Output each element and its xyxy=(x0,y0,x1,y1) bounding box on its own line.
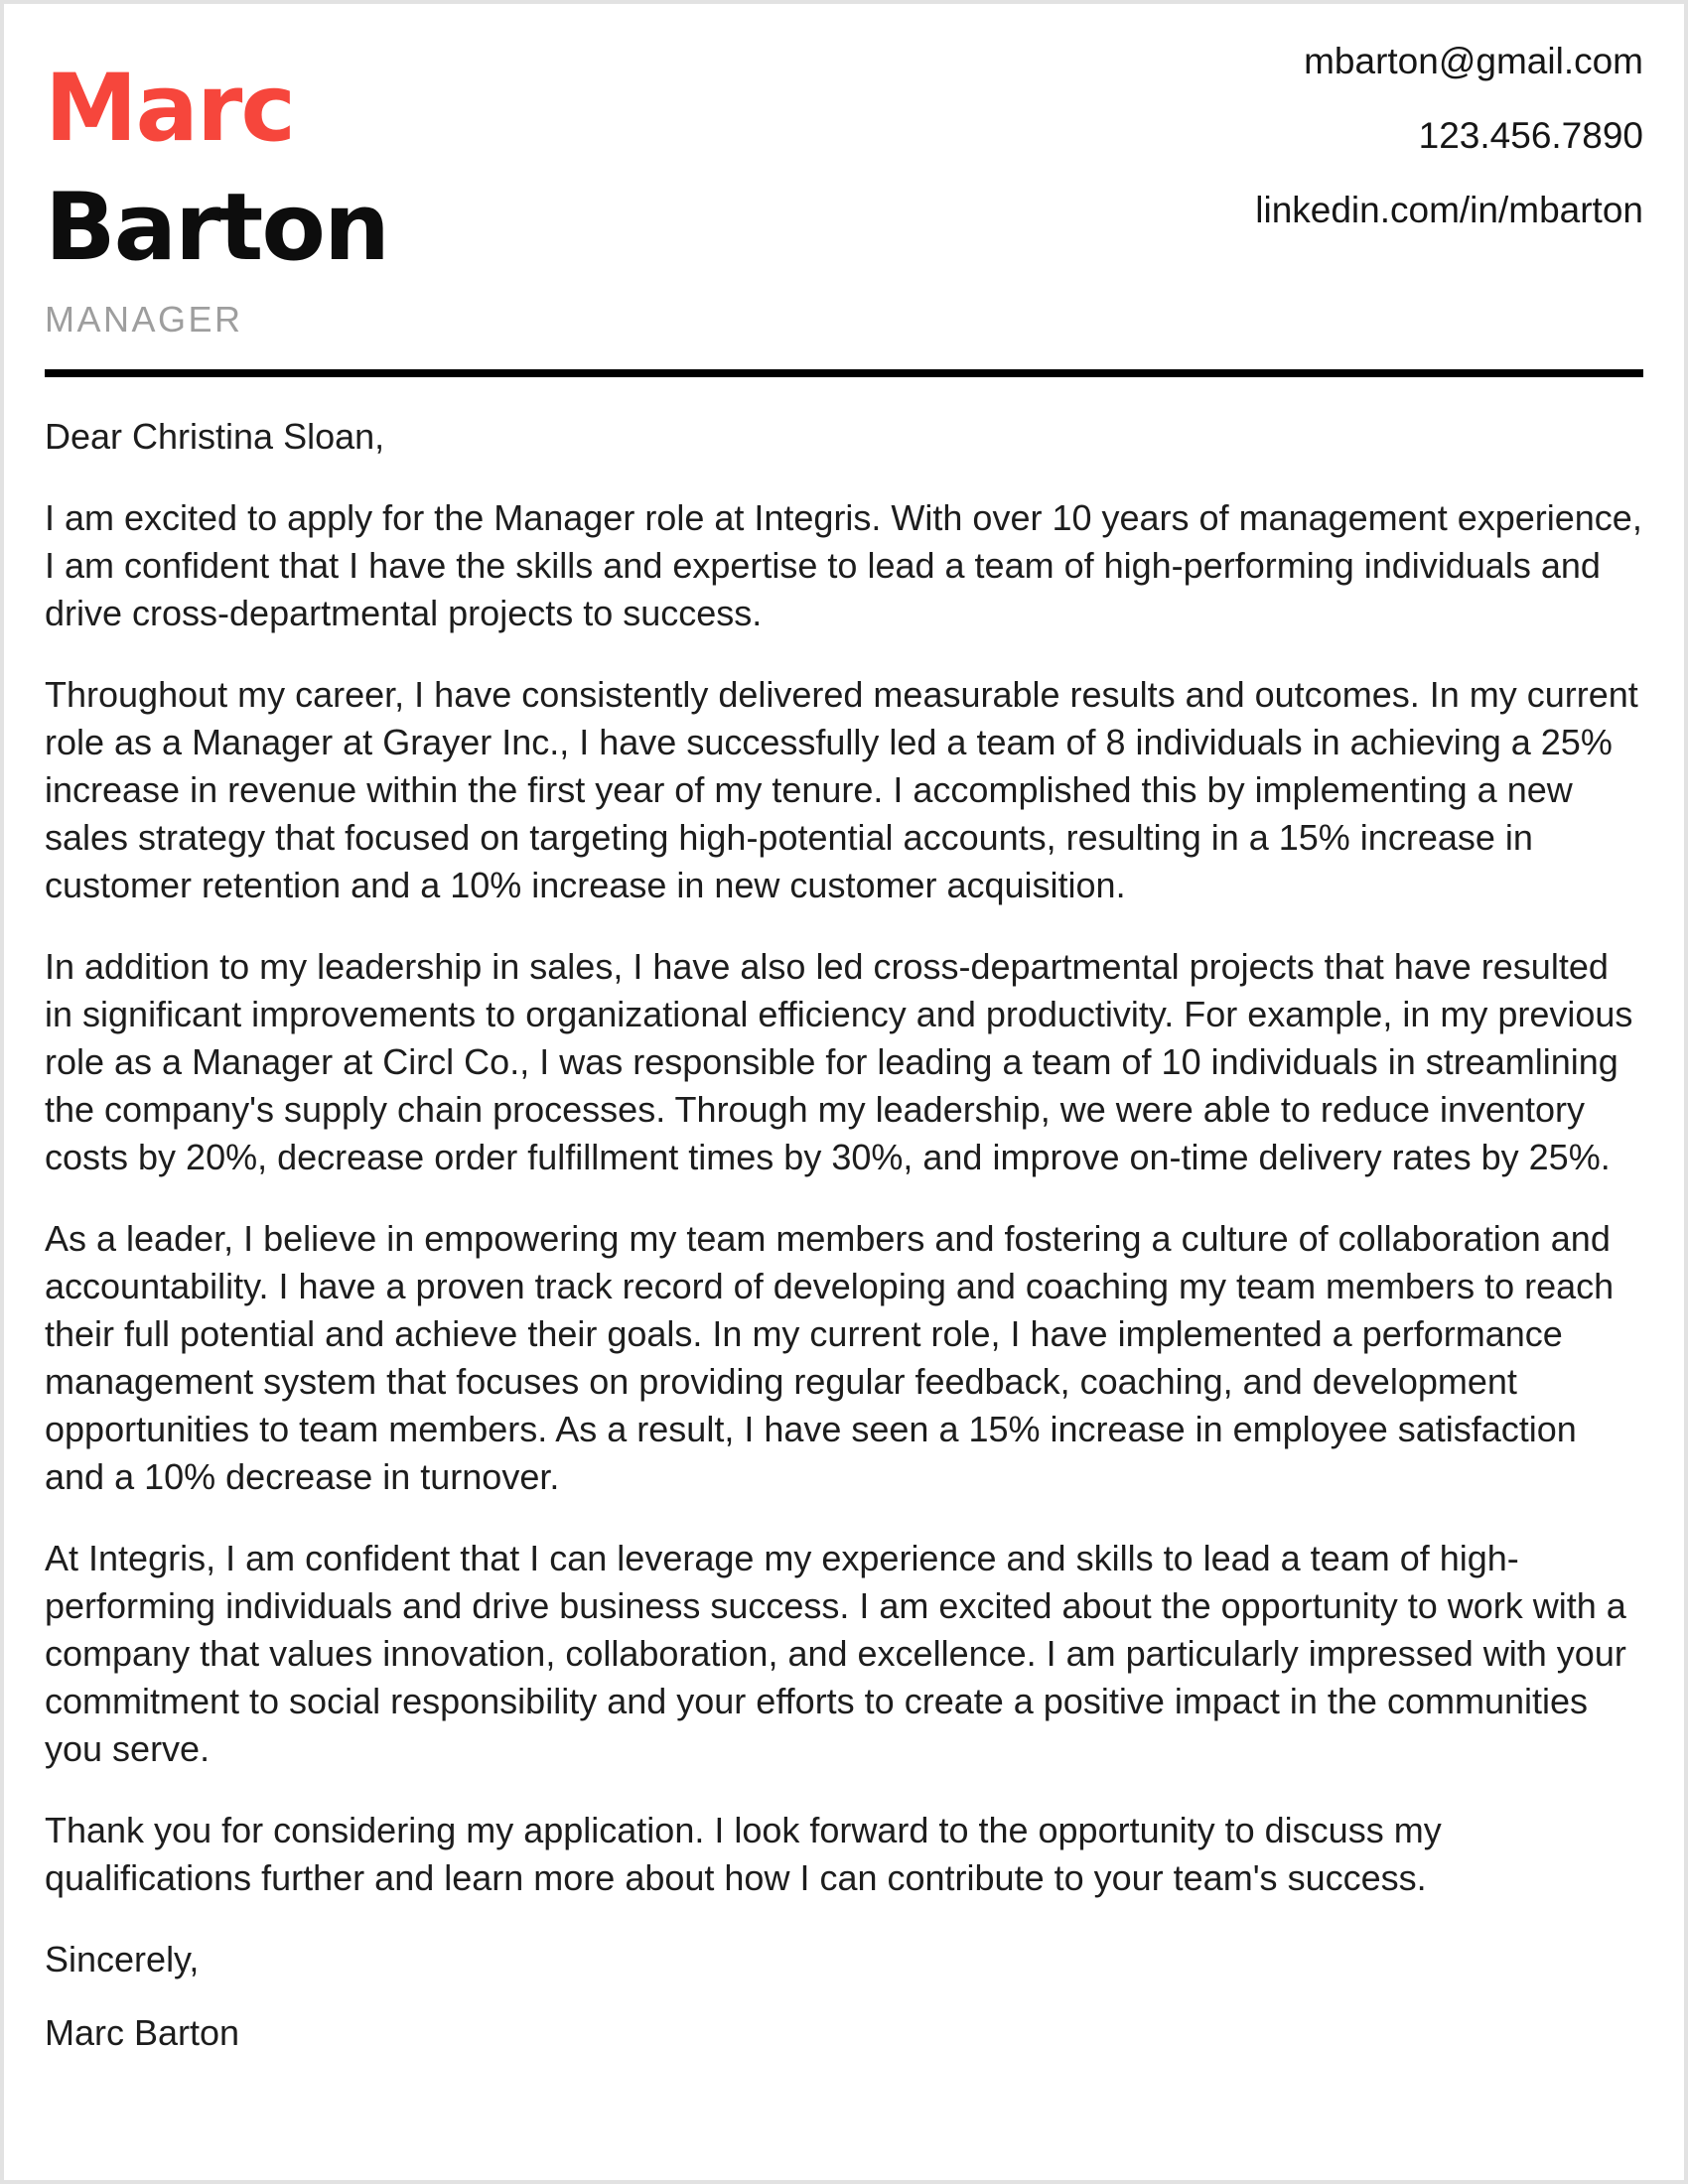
greeting: Dear Christina Sloan, xyxy=(45,416,385,457)
paragraph-2: Throughout my career, I have consistently delivered measurable results and outcomes. In my current role as a Manager at Grayer Inc., I have successfully led a team of 8 individuals in achieving a 25% increase in revenue within the first year of my tenure. I accomplished this by implementing a new sales strategy that focused on targeting high-potential accounts, resulting in a 15% increase in customer retention and a 10% increase in new customer acquisition. xyxy=(45,674,1638,905)
contact-list xyxy=(1255,4,1643,247)
name-block xyxy=(45,4,388,341)
page-content xyxy=(4,4,1684,2057)
letter-body xyxy=(45,413,1643,2057)
paragraph-1: I am excited to apply for the Manager role at Integris. With over 10 years of management experience, I am confident that I have the skills and expertise to lead a team of high-performing individuals and drive cross-departmental projects to success. xyxy=(45,497,1642,633)
role-title: MANAGER xyxy=(45,299,243,340)
first-name: Marc xyxy=(45,55,295,163)
signature: Marc Barton xyxy=(45,2012,240,2053)
header xyxy=(45,4,1643,341)
paragraph-5: At Integris, I am confident that I can leverage my experience and skills to lead a team of high-performing individuals and drive business success. I am excited about the opportunity to work with a company that values innovation, collaboration, and excellence. I am particularly impressed with your commitment to social responsibility and your efforts to create a positive impact in the communities you serve. xyxy=(45,1538,1626,1769)
contact-linkedin-item xyxy=(1255,173,1643,247)
header-divider xyxy=(45,369,1643,377)
paragraph-6: Thank you for considering my application. I look forward to the opportunity to discuss my qualifications further and learn more about how I can contribute to your team's success. xyxy=(45,1810,1442,1898)
contact-email-item xyxy=(1255,24,1643,98)
paragraph-4: As a leader, I believe in empowering my team members and fostering a culture of collaboration and accountability. I have a proven track record of developing and coaching my team members to reach their full potential and achieve their goals. In my current role, I have implemented a performance management system that focuses on providing regular feedback, coaching, and development opportunities to team members. As a result, I have seen a 15% increase in employee satisfaction and a 10% decrease in turnover. xyxy=(45,1218,1615,1497)
last-name: Barton xyxy=(45,174,388,282)
applicant-name xyxy=(45,50,388,288)
contact-phone-item xyxy=(1255,98,1643,173)
contact-linkedin-link[interactable]: linkedin.com/in/mbarton xyxy=(1255,190,1643,230)
closing: Sincerely, xyxy=(45,1939,200,1979)
contact-email-link[interactable]: mbarton@gmail.com xyxy=(1304,41,1643,81)
contact-phone-link[interactable]: 123.456.7890 xyxy=(1418,115,1643,156)
paragraph-3: In addition to my leadership in sales, I have also led cross-departmental projects that have resulted in significant improvements to organizational efficiency and productivity. For example, in my previous role as a Manager at Circl Co., I was responsible for leading a team of 10 individuals in streamlining the company's supply chain processes. Through my leadership, we were able to reduce inventory costs by 20%, decrease order fulfillment times by 30%, and improve on-time delivery rates by 25%. xyxy=(45,946,1633,1177)
